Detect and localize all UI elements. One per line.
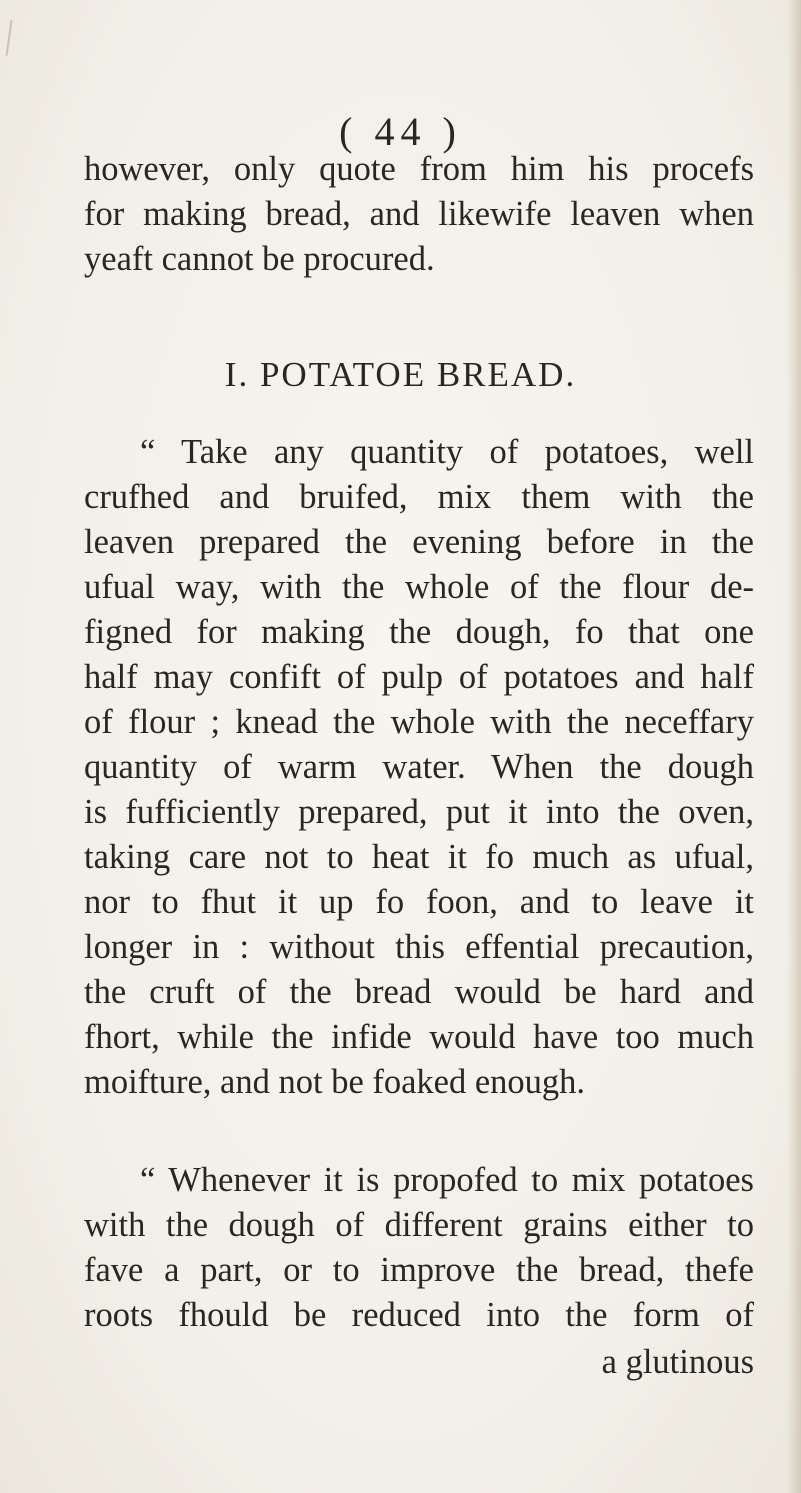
text-line: yeaft cannot be procured. [84, 240, 435, 278]
text-line: of flour ; knead the whole with the neceffary [84, 703, 754, 741]
text-line: roots fhould be reduced into the form of [84, 1296, 754, 1334]
text-line: half may confift of pulp of potatoes and half [84, 658, 754, 696]
text-line: for making bread, and likewife leaven when [84, 195, 754, 233]
intro-paragraph [84, 147, 754, 282]
text-line: figned for making the dough, fo that one [84, 613, 754, 651]
page-margin-mark [6, 20, 13, 56]
text-line: fhort, while the infide would have too much [84, 1018, 754, 1056]
text-line: quantity of warm water. When the dough [84, 748, 754, 786]
page-number: ( 44 ) [339, 109, 462, 154]
text-line: longer in : without this effential precaution, [84, 928, 754, 966]
text-line: moifture, and not be foaked enough. [84, 1063, 586, 1101]
text-line: the cruft of the bread would be hard and [84, 973, 754, 1011]
section-heading: I. POTATOE BREAD. [224, 355, 577, 394]
catchword: a glutinous [601, 1343, 754, 1381]
second-paragraph [84, 1158, 754, 1338]
page-edge-shadow [787, 0, 801, 1493]
text-line: “ Whenever it is propofed to mix potatoes [140, 1161, 754, 1199]
recipe-paragraph [84, 430, 754, 1105]
text-line: with the dough of different grains either to [84, 1206, 754, 1244]
text-line: is fufficiently prepared, put it into the oven, [84, 793, 754, 831]
text-line: crufhed and bruifed, mix them with the [84, 478, 754, 516]
text-line: however, only quote from him his procefs [84, 150, 754, 188]
text-line: nor to fhut it up fo foon, and to leave it [84, 883, 754, 921]
text-line: taking care not to heat it fo much as ufual, [84, 838, 754, 876]
text-line: ufual way, with the whole of the flour de- [84, 568, 754, 606]
text-line: leaven prepared the evening before in the [84, 523, 754, 561]
text-line: “ Take any quantity of potatoes, well [140, 433, 754, 471]
text-line: fave a part, or to improve the bread, thefe [84, 1251, 754, 1289]
